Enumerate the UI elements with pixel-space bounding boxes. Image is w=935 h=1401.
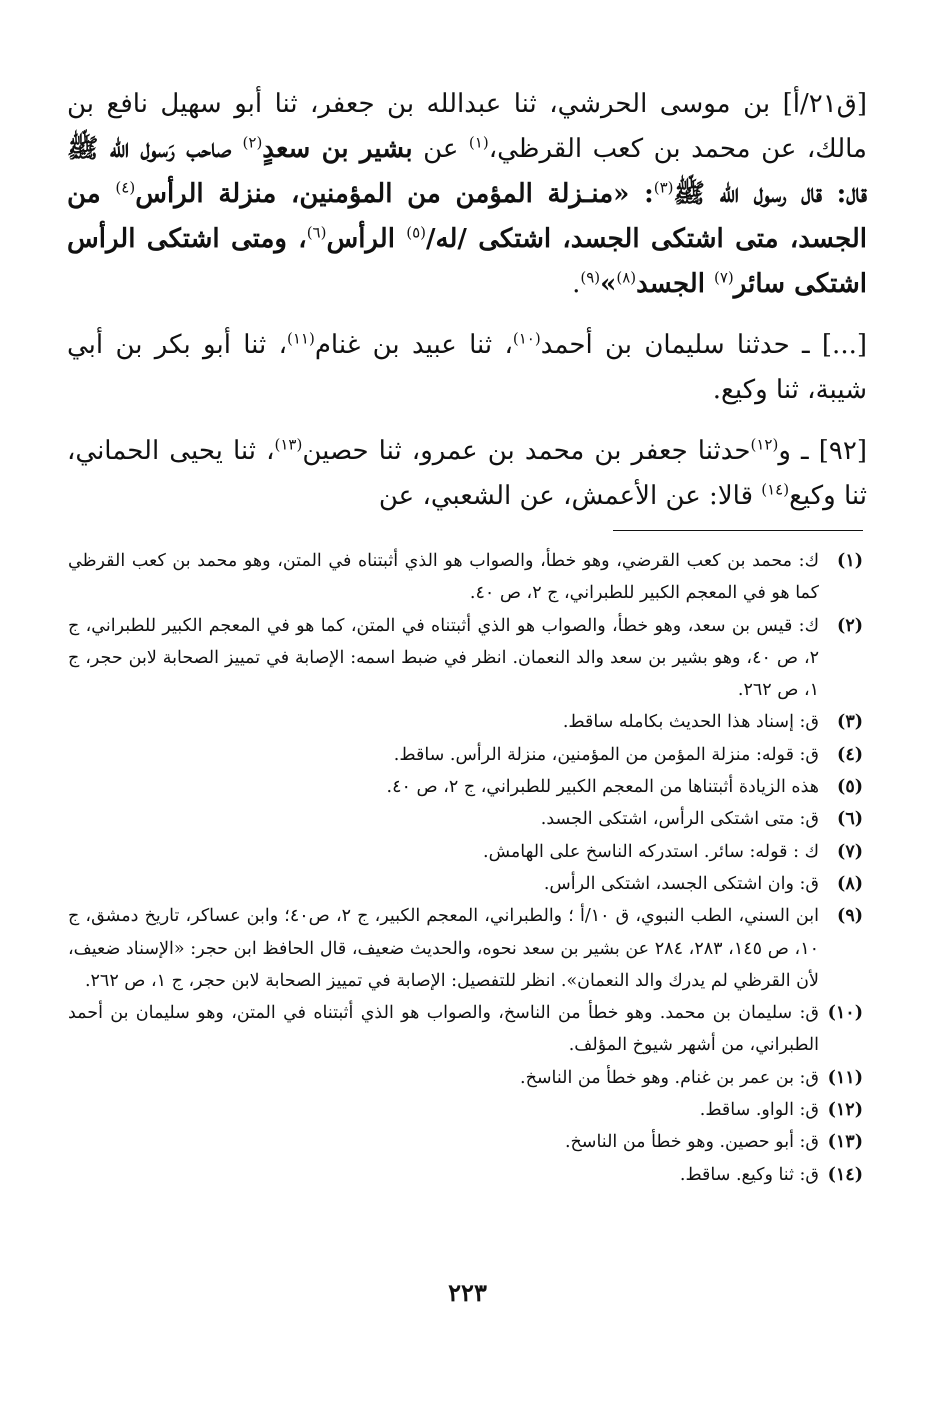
footnote	[68, 1159, 863, 1191]
footnote-marker: (١)	[468, 133, 489, 152]
footnote-text: ك: محمد بن كعب القرضي، وهو خطأ، والصواب هو الذي أثبتناه في المتن، وهو محمد بن كعب القرظي كما هو في المعجم الكبير للطبراني، ج ٢، ص ٤٠.	[68, 551, 819, 604]
text-run: [ق٢١/أ] بن موسى الحرشي، ثنا عبدالله بن جعفر، ثنا أبو سهيل نافع بن مالك، عن محمد بن كعب القرظي،	[67, 89, 867, 164]
bold-text-run: الرأس	[326, 224, 407, 254]
footnote-number: (١٤)	[827, 1164, 863, 1185]
text-run: [...] ـ حدثنا سليمان بن أحمد	[540, 330, 867, 360]
text-run: .	[572, 269, 581, 299]
footnote-text: ق: أبو حصين. وهو خطأ من الناسخ.	[564, 1132, 819, 1153]
page-number: ٢٢٣	[448, 1278, 487, 1307]
bold-text-run: من الجسد، متى اشتكى الجسد، اشتكى /له/	[67, 179, 867, 254]
footnote-text: ق: إسناد هذا الحديث بكامله ساقط.	[562, 712, 819, 733]
footnote-marker: (١٢)	[750, 435, 779, 454]
text-run: [٩٢] ـ و	[778, 436, 868, 466]
footnote-number: (٤)	[837, 744, 863, 765]
footnote-text: ق: وان اشتكى الجسد، اشتكى الرأس.	[543, 873, 819, 894]
footnote-marker: (١٣)	[274, 435, 303, 454]
footnote	[68, 706, 863, 738]
bold-text-run: الجسد	[636, 269, 714, 299]
footnote	[68, 771, 863, 803]
footnote-text: ق: ثنا وكيع. ساقط.	[679, 1164, 819, 1185]
footnote-number: (١٢)	[827, 1100, 863, 1121]
footnote-number: (٧)	[837, 841, 863, 862]
footnotes-list	[68, 545, 863, 1191]
footnote-marker: (٩)	[580, 268, 601, 287]
footnote-number: (١٠)	[827, 1003, 863, 1024]
footnote-text: هذه الزيادة أثبتناها من المعجم الكبير للطبراني، ج ٢، ص ٤٠.	[386, 777, 819, 798]
footnote-number: (١٣)	[827, 1132, 863, 1153]
text-run: ، ثنا عبيد بن غنام	[314, 330, 513, 360]
footnote-text: ق: قوله: منزلة المؤمن من المؤمنين، منزلة الرأس. ساقط.	[393, 744, 819, 765]
footnote-number: (٥)	[837, 777, 863, 798]
text-run: حدثنا جعفر بن محمد بن عمرو، ثنا حصين	[302, 436, 751, 466]
footnote-number: (١)	[837, 551, 863, 571]
footnote-marker: (٣)	[653, 178, 674, 197]
footnote	[68, 1094, 863, 1126]
footnote-marker: (١٠)	[512, 329, 541, 348]
footnote-marker: (٤)	[115, 178, 136, 197]
footnote-number: (١١)	[827, 1067, 863, 1088]
footnote-text: ق: سليمان بن محمد. وهو خطأ من الناسخ، والصواب هو الذي أثبتناه في المتن، وهو سليمان بن أحمد الطبراني، من أشهر شيوخ المؤلف.	[68, 1003, 819, 1056]
text-run: عن	[412, 134, 469, 164]
footnote-marker: (١١)	[286, 329, 315, 348]
text-run: ، ثنا يحيى الحماني، ثنا وكيع	[67, 436, 867, 511]
footnote	[68, 868, 863, 900]
text-run: ، ثنا أبو بكر بن أبي شيبة، ثنا وكيع.	[67, 330, 867, 405]
footnote	[68, 836, 863, 868]
paragraph-2	[67, 323, 867, 413]
bold-text-run: بشير بن سعدٍ	[262, 134, 413, 164]
footnote-marker: (٦)	[306, 223, 327, 242]
footnote	[68, 900, 863, 997]
footnote-marker: (٢)	[242, 133, 263, 152]
footnote-number: (٨)	[837, 873, 863, 894]
footnote-separator	[613, 530, 863, 531]
footnote	[68, 545, 863, 610]
footnote-text: ك : قوله: سائر. استدركه الناسخ على الهامش.	[483, 841, 819, 862]
footnote-text: ك: قيس بن سعد، وهو خطأ، والصواب هو الذي أثبتناه في المتن، كما هو في المعجم الكبير للطبراني، ج ٢، ص ٤٠، وهو بشير بن سعد والد النعمان. انظر في ضبط اسمه: الإصابة في تمييز الصحابة لابن حجر، ج ١، ص ٢٦٢.	[68, 615, 819, 701]
bold-text-run: صاحب رَسول الله ﷺ قال: قال رسول الله ﷺ	[67, 134, 867, 209]
footnote-text: ق: متى اشتكى الرأس، اشتكى الجسد.	[540, 809, 819, 830]
bold-text-run: ، ومتى اشتكى الرأس اشتكى سائر	[67, 224, 867, 299]
paragraph-3	[67, 429, 867, 519]
footnote	[68, 1062, 863, 1094]
footnote-text: ق: الواو. ساقط.	[699, 1100, 819, 1121]
main-text	[67, 82, 867, 535]
footnote-number: (٣)	[837, 712, 863, 733]
footnote	[68, 1126, 863, 1158]
footnote	[68, 610, 863, 707]
footnote-number: (٢)	[837, 615, 863, 636]
footnote-marker: (٧)	[713, 268, 734, 287]
footnote-number: (٩)	[837, 906, 863, 927]
footnote-text: ق: بن عمر بن غنام. وهو خطأ من الناسخ.	[520, 1067, 819, 1088]
footnote-marker: (١٤)	[761, 480, 790, 499]
footnote	[68, 739, 863, 771]
footnote	[68, 997, 863, 1062]
bold-text-run: : «منـزلة المؤمن من المؤمنين، منزلة الرأس	[135, 179, 654, 209]
bold-text-run: »	[600, 269, 617, 299]
footnote-number: (٦)	[837, 809, 863, 830]
footnote-marker: (٨)	[616, 268, 637, 287]
footnote	[68, 803, 863, 835]
footnote-marker: (٥)	[406, 223, 427, 242]
text-run: قالا: عن الأعمش، عن الشعبي، عن	[378, 481, 762, 511]
footnote-text: ابن السني، الطب النبوي، ق ١٠/أ ؛ والطبراني، المعجم الكبير، ج ٢، ص٤٠؛ وابن عساكر، تاريخ دمشق، ج ١٠، ص ١٤٥، ٢٨٣، ٢٨٤ عن بشير بن سعد نحوه، والحديث ضعيف، قال الحافظ ابن حجر: «الإسناد ضعيف، لأن القرظي لم يدرك والد النعمان». انظر للتفصيل: الإصابة في تمييز الصحابة لابن حجر، ج ١، ص ٢٦٢.	[68, 906, 819, 991]
paragraph-1	[67, 82, 867, 307]
